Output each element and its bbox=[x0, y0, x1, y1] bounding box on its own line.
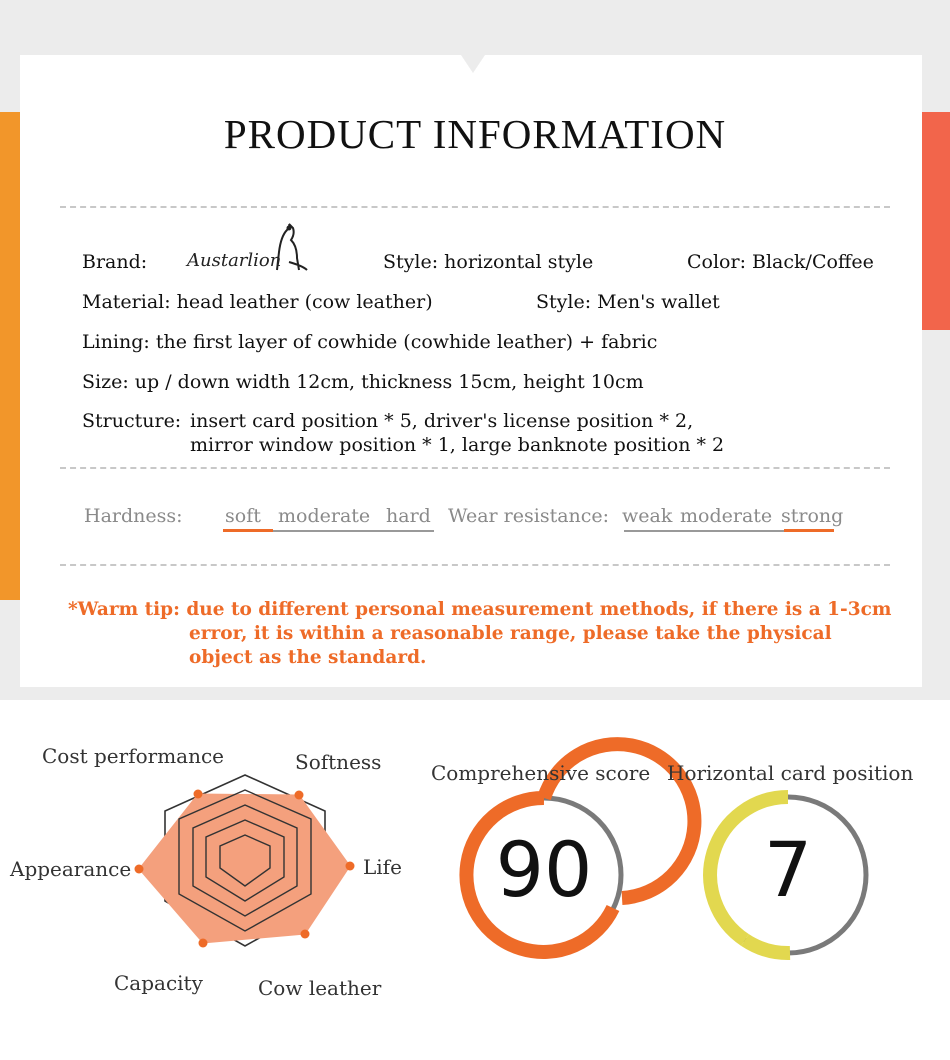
radar-point bbox=[295, 791, 304, 800]
gauge-value-score: 90 bbox=[495, 825, 593, 914]
hardness-option-hard: hard bbox=[386, 505, 431, 527]
radar-axis-cost-performance: Cost performance bbox=[42, 744, 225, 768]
gauge-arc-card-bottom bbox=[745, 940, 790, 953]
divider bbox=[60, 564, 890, 566]
radar-point bbox=[301, 930, 310, 939]
hardness-selected-marker bbox=[223, 529, 273, 532]
wear-option-weak: weak bbox=[622, 505, 673, 527]
divider bbox=[60, 467, 890, 469]
card-notch bbox=[461, 55, 485, 73]
structure-label: Structure: bbox=[82, 410, 182, 432]
page-title: PRODUCT INFORMATION bbox=[223, 111, 727, 157]
brand-label: Brand: bbox=[82, 251, 148, 273]
gauge-title-score: Comprehensive score bbox=[431, 761, 651, 785]
warm-tip-line-3: object as the standard. bbox=[189, 647, 427, 668]
style-wallet-text: Style: Men's wallet bbox=[536, 291, 720, 313]
structure-line-2: mirror window position * 1, large banknote position * 2 bbox=[190, 434, 725, 456]
hardness-option-soft: soft bbox=[225, 505, 261, 527]
radar-axis-appearance: Appearance bbox=[10, 857, 132, 881]
size-text: Size: up / down width 12cm, thickness 15cm, height 10cm bbox=[82, 371, 644, 393]
radar-axis-capacity: Capacity bbox=[114, 971, 203, 995]
radar-axis-softness: Softness bbox=[295, 750, 382, 774]
warm-tip-line-2: error, it is within a reasonable range, please take the physical bbox=[189, 623, 832, 644]
gauge-value-card: 7 bbox=[763, 825, 813, 914]
radar-axis-life: Life bbox=[363, 855, 402, 879]
material-text: Material: head leather (cow leather) bbox=[82, 291, 433, 313]
hardness-option-moderate: moderate bbox=[278, 505, 371, 527]
warm-tip-line-1: *Warm tip: due to different personal measurement methods, if there is a 1-3cm bbox=[68, 599, 892, 620]
radar-point bbox=[135, 865, 144, 874]
brand-logo bbox=[185, 222, 310, 274]
structure-line-1: insert card position * 5, driver's license position * 2, bbox=[190, 410, 694, 432]
radar-point bbox=[194, 790, 203, 799]
left-accent-bar bbox=[0, 112, 22, 600]
svg-text:Austarlion: Austarlion bbox=[187, 250, 282, 271]
radar-axis-cow-leather: Cow leather bbox=[258, 976, 382, 1000]
wear-selected-marker bbox=[784, 529, 834, 532]
hardness-label: Hardness: bbox=[84, 505, 183, 527]
style-horizontal-text: Style: horizontal style bbox=[383, 251, 594, 273]
color-text: Color: Black/Coffee bbox=[687, 251, 874, 273]
lining-text: Lining: the first layer of cowhide (cowhide leather) + fabric bbox=[82, 331, 658, 353]
wear-option-moderate: moderate bbox=[680, 505, 773, 527]
radar-value-area bbox=[139, 794, 350, 943]
wear-label: Wear resistance: bbox=[448, 505, 610, 527]
radar-point bbox=[199, 939, 208, 948]
radar-point bbox=[346, 862, 355, 871]
divider bbox=[60, 206, 890, 208]
wear-option-strong: strong bbox=[781, 505, 844, 527]
gauge-title-card: Horizontal card position bbox=[667, 761, 914, 785]
